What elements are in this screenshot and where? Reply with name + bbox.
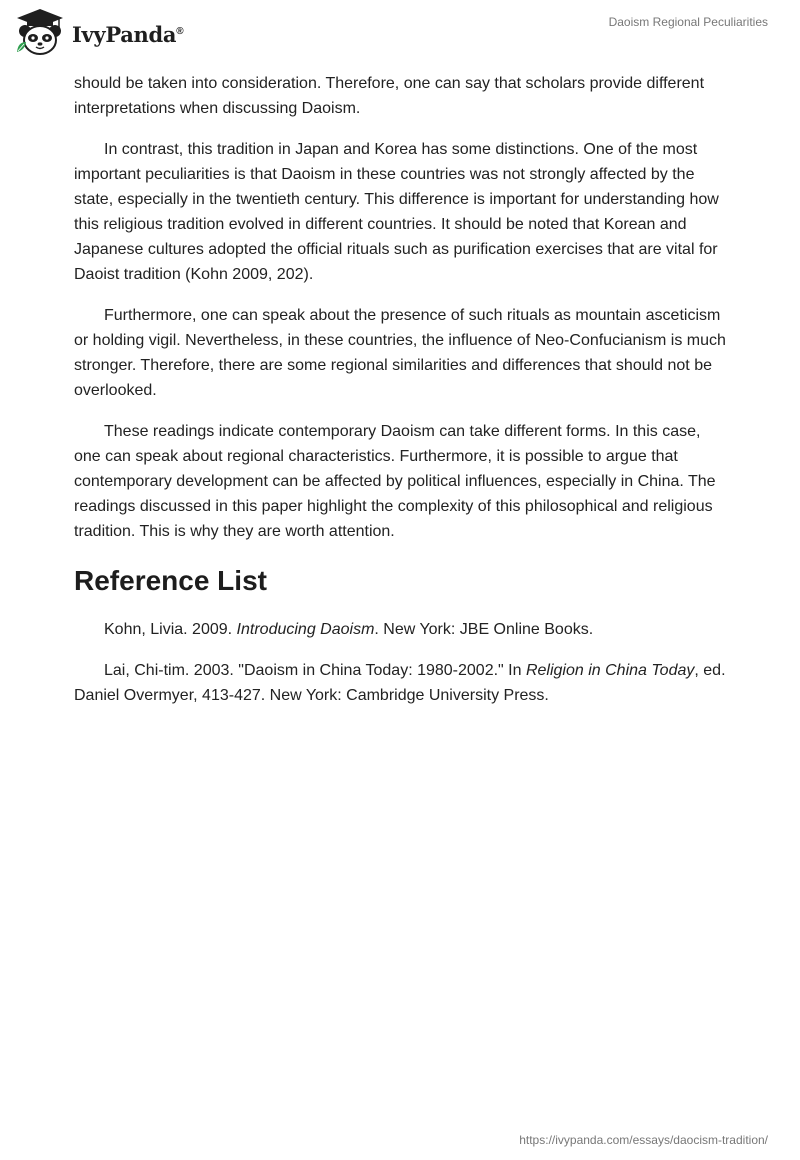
reference-title: Religion in China Today (525, 662, 695, 679)
page-header (0, 0, 800, 66)
panda-graduate-icon (14, 8, 66, 58)
paragraph: Furthermore, one can speak about the presence of such rituals as mountain asceticism or holding vigil. Nevertheless, in these countries, the influence of Neo-Confucianism is much stronger. Therefore, there are some regional similarities and differences that should not be overlooked. (74, 307, 726, 399)
brand-name: IvyPanda® (72, 21, 184, 47)
reference-entry: Lai, Chi-tim. 2003. "Daoism in China Today: 1980-2002." In Religion in China Today, ed. Daniel Overmyer, 413-427. New York: Cambridge University Press. (74, 662, 726, 704)
page-url[interactable]: https://ivypanda.com/essays/daocism-tradition/ (519, 1133, 768, 1147)
essay-body (74, 71, 726, 724)
paragraph: In contrast, this tradition in Japan and Korea has some distinctions. One of the most important peculiarities is that Daoism in these countries was not strongly affected by the state, especially in the twentieth century. This difference is important for understanding how this religious tradition evolved in different countries. It should be noted that Korean and Japanese cultures adopted the official rituals such as purification exercises that are vital for Daoist tradition (Kohn 2009, 202). (74, 141, 719, 283)
document-title: Daoism Regional Peculiarities (608, 15, 768, 29)
paragraph: These readings indicate contemporary Daoism can take different forms. In this case, one can speak about regional characteristics. Furthermore, it is possible to argue that contemporary development can be affected by political influences, especially in China. The readings discussed in this paper highlight the complexity of this philosophical and religious tradition. This is why they are worth attention. (74, 423, 716, 540)
reference-title: Introducing Daoism (236, 621, 375, 638)
reference-entry: Kohn, Livia. 2009. Introducing Daoism. New York: JBE Online Books. (104, 621, 594, 638)
paragraph-continuation: should be taken into consideration. Therefore, one can say that scholars provide different interpretations when discussing Daoism. (74, 75, 705, 117)
ivypanda-logo[interactable] (14, 8, 183, 58)
reference-list-heading: Reference List (74, 565, 267, 596)
